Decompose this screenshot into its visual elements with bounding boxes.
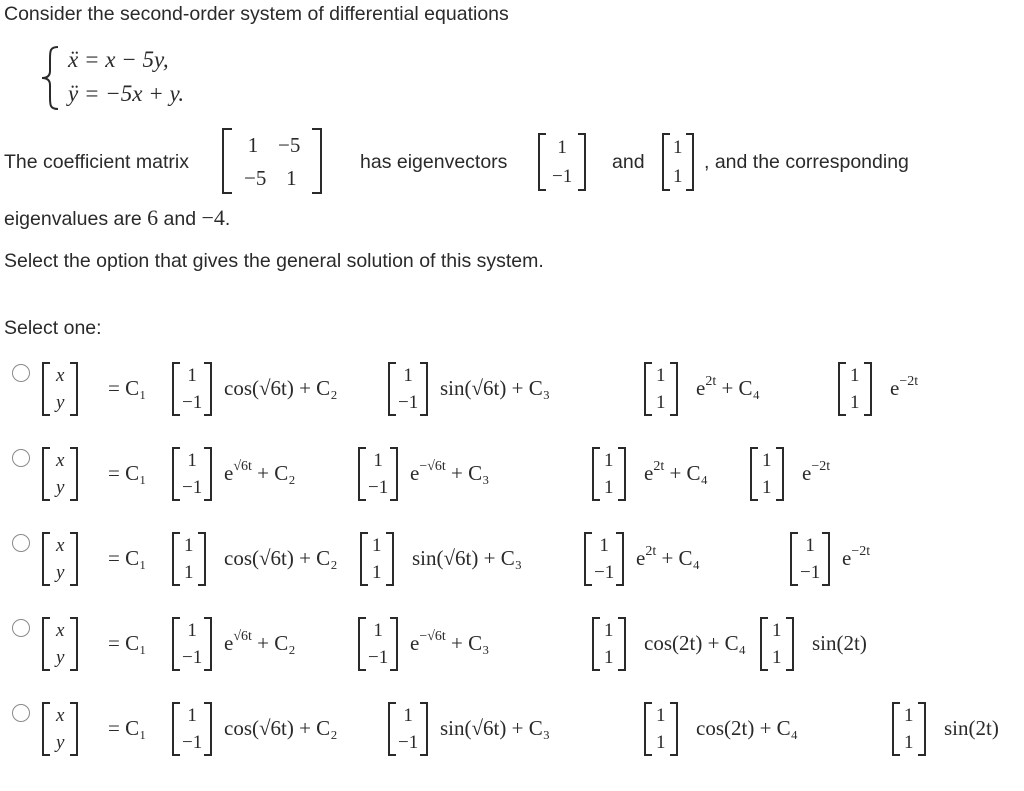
eigenvalue-2: −4 — [201, 205, 225, 230]
function-term — [440, 376, 550, 401]
function-name: sin(2t) — [944, 716, 999, 740]
column-vector — [790, 532, 830, 586]
function-name: e — [224, 631, 234, 655]
column-vector — [172, 532, 206, 586]
function-name: e — [410, 461, 420, 485]
vector-entry: y — [56, 561, 65, 583]
column-vector — [42, 617, 78, 671]
function-term — [644, 631, 746, 656]
column-vector — [360, 532, 394, 586]
plus-coefficient: + C₄ — [716, 376, 760, 400]
vector-entry: −1 — [182, 731, 203, 753]
exponent: 2t — [653, 459, 665, 474]
column-vector — [592, 447, 626, 501]
column-vector — [172, 617, 212, 671]
vector-entry: 1 — [805, 534, 815, 556]
function-name: e — [224, 461, 234, 485]
vector-entry: 1 — [372, 561, 382, 583]
exponent: 2t — [705, 374, 717, 389]
function-term — [224, 716, 338, 741]
function-name: cos(√6t) + C₂ — [224, 376, 338, 400]
option-radio-button[interactable] — [12, 364, 30, 382]
function-term — [890, 376, 918, 401]
function-name: sin(√6t) + C₃ — [412, 546, 523, 570]
function-term — [696, 716, 798, 741]
vector-entry: −1 — [182, 391, 203, 413]
matrix-cell: 1 — [247, 132, 259, 157]
column-vector — [750, 447, 784, 501]
vector-entry: 1 — [762, 476, 772, 498]
option-radio-button[interactable] — [12, 534, 30, 552]
vector-entry: 1 — [184, 561, 194, 583]
column-vector — [172, 362, 212, 416]
function-term — [644, 461, 708, 486]
function-name: e — [410, 631, 420, 655]
vector-entry: 1 — [604, 449, 614, 471]
column-vector — [388, 362, 428, 416]
equation-1: ẍ = x − 5y, — [68, 47, 169, 72]
plus-coefficient: + C₃ — [445, 461, 490, 485]
eigenvector-2 — [662, 133, 694, 191]
vector-entry: y — [56, 476, 65, 498]
vector-entry: 1 — [904, 704, 914, 726]
vector-entry: 1 — [656, 364, 666, 386]
function-term — [410, 631, 489, 656]
function-name: cos(2t) + C₄ — [644, 631, 746, 655]
eigenvalues-post: . — [224, 208, 231, 230]
answer-option[interactable] — [0, 617, 1024, 697]
answer-option[interactable] — [0, 532, 1024, 612]
eigenvalues-line — [4, 205, 230, 231]
matrix-cell: 1 — [286, 165, 297, 190]
column-vector — [760, 617, 794, 671]
function-name: sin(√6t) + C₃ — [440, 716, 551, 740]
vector-entry: 1 — [184, 534, 194, 556]
vector-entry: −1 — [368, 476, 389, 498]
column-vector — [172, 702, 212, 756]
column-vector — [892, 702, 926, 756]
vector-entry: 1 — [372, 534, 382, 556]
exponent: √6t — [233, 459, 252, 474]
function-term — [696, 376, 760, 401]
answer-option[interactable] — [0, 447, 1024, 527]
eigenvector-1 — [538, 133, 586, 191]
plus-coefficient: + C₂ — [251, 631, 296, 655]
exponent: −√6t — [419, 459, 446, 474]
vector-entry: 1 — [762, 449, 772, 471]
vector-entry: 1 — [187, 704, 197, 726]
column-vector — [42, 362, 78, 416]
function-term — [224, 376, 338, 401]
option-radio-button[interactable] — [12, 704, 30, 722]
exponent: −2t — [811, 459, 831, 474]
exponent: 2t — [645, 544, 657, 559]
function-term — [802, 461, 830, 486]
vector-entry: 1 — [656, 391, 666, 413]
exponent: −√6t — [419, 629, 446, 644]
vector-entry: x — [56, 704, 65, 726]
vector-entry: x — [56, 364, 65, 386]
column-vector — [644, 702, 678, 756]
vector-entry: 1 — [403, 364, 413, 386]
vector-entry: 1 — [673, 165, 683, 187]
column-vector — [172, 447, 212, 501]
function-name: e — [890, 376, 900, 400]
function-name: e — [802, 461, 812, 485]
vector-entry: 1 — [904, 731, 914, 753]
function-name: sin(2t) — [812, 631, 867, 655]
exponent: −2t — [899, 374, 919, 389]
vector-entry: 1 — [604, 646, 614, 668]
plus-coefficient: + C₄ — [664, 461, 708, 485]
vector-entry: −1 — [800, 561, 821, 583]
function-name: e — [696, 376, 706, 400]
vector-entry: −1 — [368, 646, 389, 668]
column-vector — [42, 447, 78, 501]
vector-entry: −1 — [552, 165, 573, 187]
vector-entry: 1 — [187, 619, 197, 641]
answer-option[interactable] — [0, 702, 1024, 782]
vector-entry: 1 — [604, 619, 614, 641]
exponent: √6t — [233, 629, 252, 644]
function-term — [636, 546, 700, 571]
coefficient-label: = C₁ — [108, 376, 147, 400]
column-vector — [42, 532, 78, 586]
vector-entry: 1 — [673, 136, 683, 158]
vector-entry: −1 — [182, 646, 203, 668]
vector-entry: x — [56, 534, 65, 556]
vector-entry: 1 — [373, 449, 383, 471]
question-text: Select the option that gives the general solution of this system. — [4, 250, 544, 272]
vector-entry: −1 — [594, 561, 615, 583]
vector-entry: 1 — [656, 704, 666, 726]
column-vector — [592, 617, 626, 671]
function-name: cos(2t) + C₄ — [696, 716, 798, 740]
function-term — [412, 546, 522, 571]
and-text-2: and — [163, 208, 197, 230]
function-term — [224, 461, 296, 486]
vector-entry: x — [56, 619, 65, 641]
option-radio-button[interactable] — [12, 619, 30, 637]
function-term — [224, 631, 296, 656]
function-term — [842, 546, 870, 571]
function-term — [224, 546, 338, 571]
vector-entry: 1 — [557, 136, 567, 158]
vector-entry: −1 — [182, 476, 203, 498]
left-brace-icon — [38, 45, 62, 111]
column-vector — [358, 447, 398, 501]
column-vector — [358, 617, 398, 671]
column-vector — [584, 532, 624, 586]
function-term — [440, 716, 550, 741]
vector-entry: 1 — [850, 391, 860, 413]
column-vector — [644, 362, 678, 416]
coefficient-label: = C₁ — [108, 631, 147, 655]
vector-entry: y — [56, 731, 65, 753]
has-eigenvectors-text: has eigenvectors — [360, 151, 508, 173]
vector-entry: 1 — [373, 619, 383, 641]
vector-entry: x — [56, 449, 65, 471]
eigenvalues-pre: eigenvalues are — [4, 208, 142, 230]
eigenvalue-1: 6 — [147, 205, 159, 230]
function-term — [944, 716, 999, 741]
option-radio-button[interactable] — [12, 449, 30, 467]
vector-entry: −1 — [398, 731, 419, 753]
vector-entry: 1 — [772, 619, 782, 641]
vector-entry: 1 — [599, 534, 609, 556]
function-name: e — [644, 461, 654, 485]
coef-suffix: , and the corresponding — [704, 151, 909, 173]
vector-entry: y — [56, 646, 65, 668]
coefficient-label: = C₁ — [108, 716, 147, 740]
column-vector — [838, 362, 872, 416]
vector-entry: 1 — [772, 646, 782, 668]
plus-coefficient: + C₃ — [445, 631, 490, 655]
plus-coefficient: + C₄ — [656, 546, 700, 570]
select-one-label: Select one: — [4, 317, 102, 339]
function-term — [812, 631, 867, 656]
column-vector — [388, 702, 428, 756]
exponent: −2t — [851, 544, 871, 559]
vector-entry: −1 — [398, 391, 419, 413]
vector-entry: 1 — [850, 364, 860, 386]
equation-system — [38, 45, 238, 111]
vector-entry: 1 — [403, 704, 413, 726]
coefficient-label: = C₁ — [108, 546, 147, 570]
function-name: e — [842, 546, 852, 570]
vector-entry: 1 — [187, 364, 197, 386]
matrix-cell: −5 — [278, 132, 301, 157]
function-name: sin(√6t) + C₃ — [440, 376, 551, 400]
function-term — [410, 461, 489, 486]
and-text: and — [612, 151, 645, 173]
vector-entry: 1 — [604, 476, 614, 498]
plus-coefficient: + C₂ — [251, 461, 296, 485]
equation-2: ÿ = −5x + y. — [68, 81, 185, 106]
function-name: cos(√6t) + C₂ — [224, 546, 338, 570]
function-name: cos(√6t) + C₂ — [224, 716, 338, 740]
coef-prefix: The coefficient matrix — [4, 151, 189, 173]
function-name: e — [636, 546, 646, 570]
matrix-cell: −5 — [244, 165, 267, 190]
coefficient-matrix — [222, 128, 322, 194]
vector-entry: y — [56, 391, 65, 413]
coefficient-label: = C₁ — [108, 461, 147, 485]
intro-text: Consider the second-order system of differential equations — [4, 3, 509, 25]
vector-entry: 1 — [187, 449, 197, 471]
column-vector — [42, 702, 78, 756]
vector-entry: 1 — [656, 731, 666, 753]
answer-option[interactable] — [0, 362, 1024, 442]
